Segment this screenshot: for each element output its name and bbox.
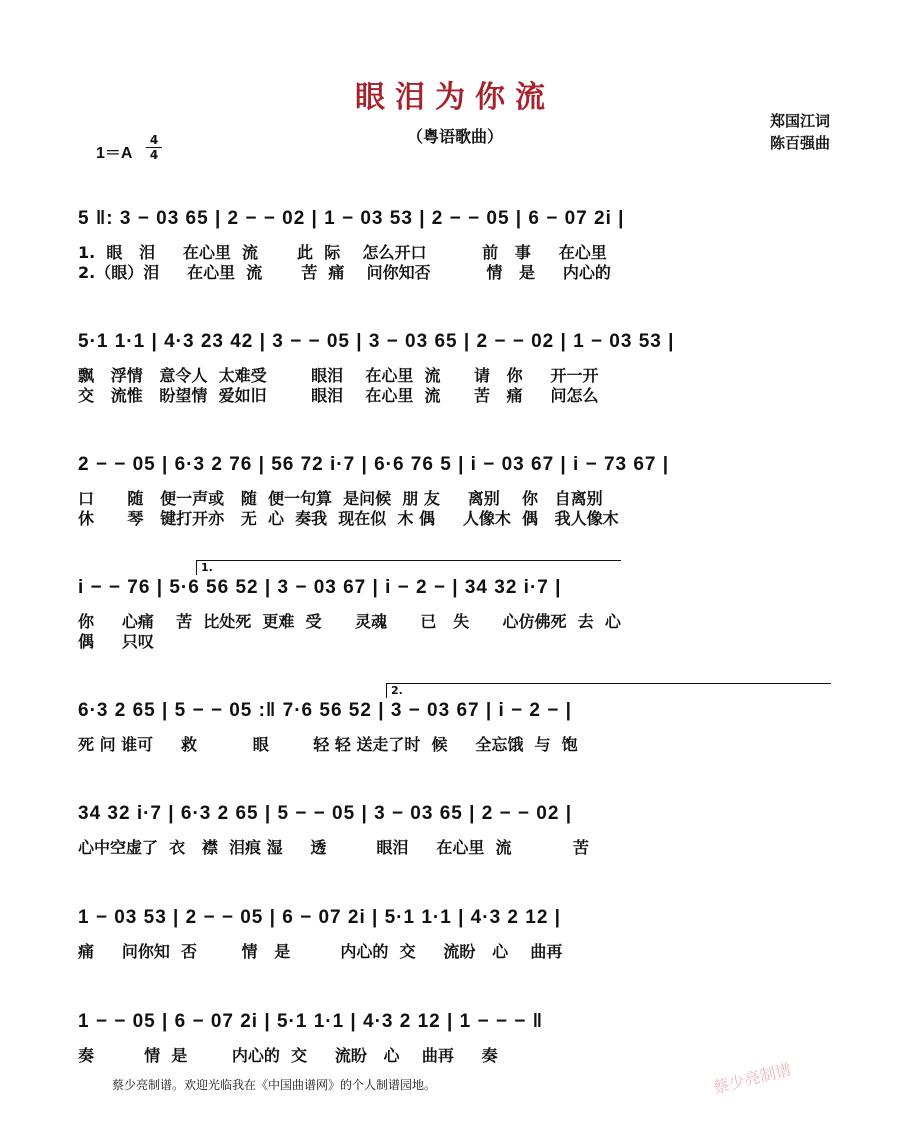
watermark: 蔡少亮制谱 [711, 1059, 794, 1098]
lyric-verse-1: 1. 眼 泪 在心里 流 此 际 怎么开口 前 事 在心里 [78, 243, 607, 262]
key-signature: 1＝A [96, 145, 133, 162]
notation-line: 2 − − 05 | 6·3 2 76 | 56 72 i·7 | 6·6 76 5 | i − 03 67 | i − 73 67 | [78, 454, 670, 475]
lyric-verse-2: 偶 只叹 [78, 632, 154, 651]
footer-note: 蔡少亮制谱。欢迎光临我在《中国曲谱网》的个人制谱园地。 [112, 1078, 437, 1092]
time-signature-top: 4 [149, 133, 159, 147]
lyric-verse-1: 飘 浮情 意令人 太难受 眼泪 在心里 流 请 你 开一开 [78, 366, 599, 385]
lyric-verse-1: 你 心痛 苦 比处死 更难 受 灵魂 已 失 心仿佛死 去 心 [78, 612, 621, 631]
notation-line: 1 − 03 53 | 2 − − 05 | 6 − 07 2i | 5·1 1·1 | 4·3 2 12 | [78, 907, 561, 928]
time-signature [146, 134, 162, 161]
lyricist-credit: 郑国江词 [770, 112, 831, 130]
lyric-verse-2: 交 流惟 盼望情 爱如旧 眼泪 在心里 流 苦 痛 问怎么 [78, 386, 599, 405]
notation-line: 5·1 1·1 | 4·3 23 42 | 3 − − 05 | 3 − 03 65 | 2 − − 02 | 1 − 03 53 | [78, 331, 675, 352]
notation-line: 1 − − 05 | 6 − 07 2i | 5·1 1·1 | 4·3 2 12 | 1 − − − ‖ [78, 1011, 544, 1032]
notation-line: 34 32 i·7 | 6·3 2 65 | 5 − − 05 | 3 − 03 65 | 2 − − 02 | [78, 803, 573, 824]
notation-line: 6·3 2 65 | 5 − − 05 :‖ 7·6 56 52 | 3 − 03 67 | i − 2 − | [78, 700, 572, 721]
lyric-verse-1: 心中空虚了 衣 襟 泪痕 湿 透 眼泪 在心里 流 苦 [78, 838, 589, 857]
lyric-verse-1: 口 随 便一声或 随 便一句算 是问候 朋 友 离别 你 自离别 [78, 489, 603, 508]
time-signature-bottom: 4 [149, 148, 159, 162]
notation-line: i − − 76 | 5·6 56 52 | 3 − 03 67 | i − 2 − | 34 32 i·7 | [78, 577, 562, 598]
song-title: 眼泪为你流 [355, 80, 555, 115]
lyric-verse-1: 死 问 谁可 救 眼 轻 轻 送走了时 候 全忘饿 与 饱 [78, 735, 578, 754]
lyric-verse-1: 痛 问你知 否 情 是 内心的 交 流盼 心 曲再 [78, 942, 563, 961]
lyric-verse-2: 2.（眼）泪 在心里 流 苦 痛 问你知否 情 是 内心的 [78, 263, 611, 282]
composer-credit: 陈百强曲 [770, 134, 831, 152]
lyric-verse-1: 奏 情 是 内心的 交 流盼 心 曲再 奏 [78, 1046, 498, 1065]
song-subtitle: （粤语歌曲） [406, 127, 503, 146]
volta-second-ending: 2. [386, 683, 831, 698]
volta-first-ending: 1. [196, 560, 621, 575]
notation-line: 5 ‖: 3 − 03 65 | 2 − − 02 | 1 − 03 53 | 2 − − 05 | 6 − 07 2i | [78, 208, 625, 229]
lyric-verse-2: 休 琴 键打开亦 无 心 奏我 现在似 木 偶 人像木 偶 我人像木 [78, 509, 619, 528]
